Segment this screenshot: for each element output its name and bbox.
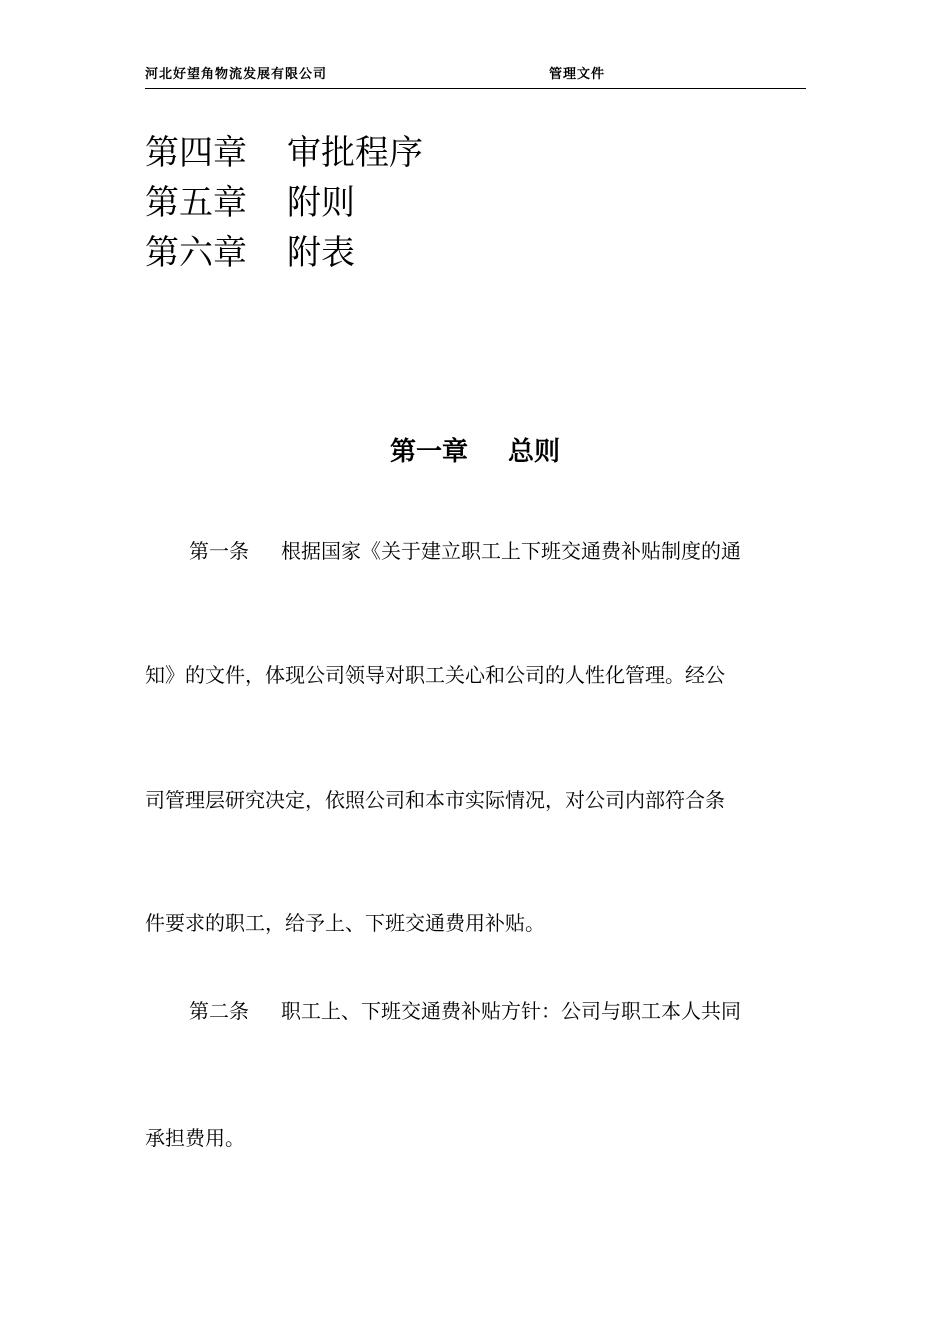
article-1-line-4: 件要求的职工，给予上、下班交通费用补贴。 [145,911,545,935]
header-company-name: 河北好望角物流发展有限公司 [145,67,328,82]
toc-item-chapter-6 [145,228,423,278]
article-1-line-3: 司管理层研究决定，依照公司和本市实际情况，对公司内部符合条 [145,788,725,812]
article-2-label: 第二条 [189,999,249,1023]
article-1-line-2: 知》的文件，体现公司领导对职工关心和公司的人性化管理。经公 [145,663,725,687]
toc-chapter-title: 附则 [287,183,355,223]
toc-chapter-title: 审批程序 [287,133,423,173]
toc-item-chapter-4 [145,128,423,178]
header-document-type: 管理文件 [549,67,606,82]
article-2-line-2: 承担费用。 [145,1126,245,1150]
page-header [145,66,806,89]
toc-chapter-number: 第六章 [145,233,247,273]
chapter-number: 第一章 [389,437,468,467]
toc-chapter-title: 附表 [287,233,355,273]
article-2-line-1 [189,996,806,1026]
toc-item-chapter-5 [145,178,423,228]
article-1-line-1 [189,536,806,566]
article-2-text: 职工上、下班交通费补贴方针：公司与职工本人共同 [281,999,741,1023]
chapter-name: 总则 [508,437,561,467]
toc-chapter-number: 第四章 [145,133,247,173]
article-1-text: 根据国家《关于建立职工上下班交通费补贴制度的通 [281,539,741,563]
article-1-label: 第一条 [189,539,249,563]
chapter-heading [0,434,950,470]
toc-chapter-number: 第五章 [145,183,247,223]
table-of-contents [145,128,423,278]
